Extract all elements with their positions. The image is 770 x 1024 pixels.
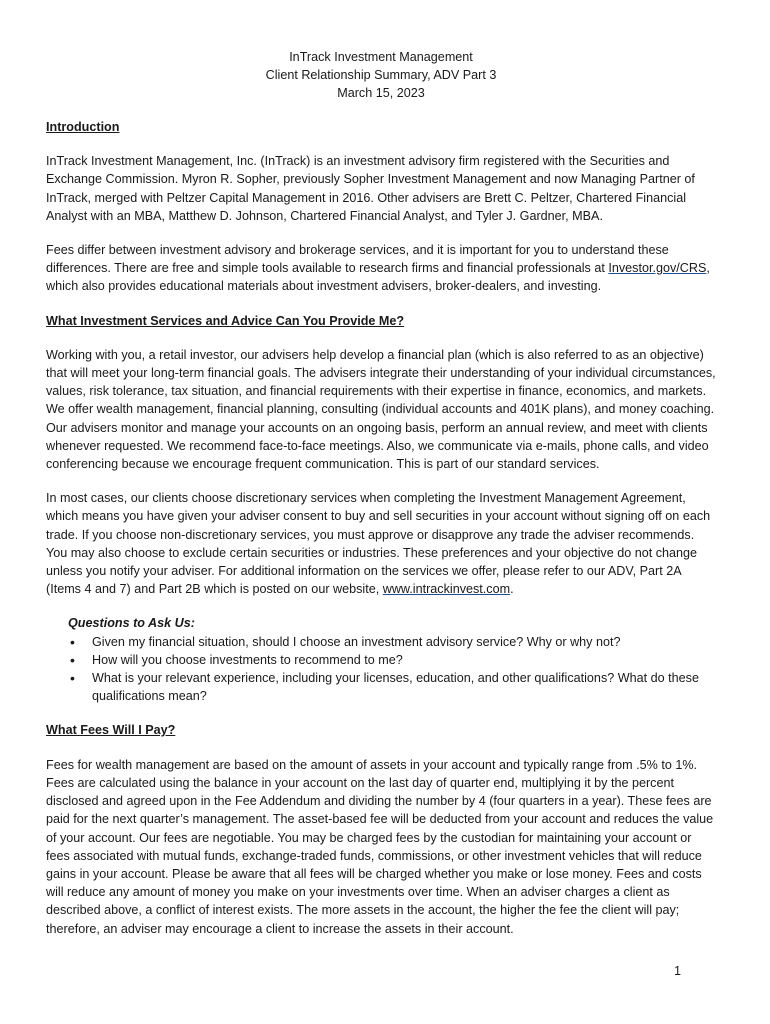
introduction-paragraph-2-text-a: Fees differ between investment advisory and brokerage services, and it is important for you to understand these differences. There are free and simple tools available to research firms and financial professionals at (46, 243, 669, 276)
document-page (46, 48, 716, 954)
page-number: 1 (674, 964, 682, 978)
questions-title: Questions to Ask Us: (68, 616, 195, 631)
services-paragraph-2-text-b: . (510, 582, 514, 597)
title-block (46, 48, 716, 102)
intrack-website-link[interactable]: www.intrackinvest.com (382, 582, 511, 597)
introduction-paragraph-1: InTrack Investment Management, Inc. (InTrack) is an investment advisory firm registered with the Securities and Exchange Commission. Myron R. Sopher, previously Sopher Investment Management and now Managing Partner of InTrack, merged with Peltzer Capital Management in 2016. Other advisers are Brett C. Peltzer, Chartered Financial Analyst with an MBA, Matthew D. Johnson, Chartered Financial Analyst, and Tyler J. Gardner, MBA. (46, 154, 695, 223)
introduction-paragraph-2-text-b: , which also provides educational materials about investment advisers, broker-dealers, and investing. (46, 261, 710, 294)
introduction-paragraph-2 (46, 241, 716, 296)
company-name: InTrack Investment Management (289, 50, 473, 64)
questions-box (68, 614, 716, 705)
services-paragraph-1: Working with you, a retail investor, our advisers help develop a financial plan (which is also referred to as an objective) that will meet your long-term financial goals. The advisers integrate their understanding of your individual circumstances, values, risk tolerance, tax situation, and financial requirements with their expertise in finance, economics, and markets. We offer wealth management, financial planning, consulting (individual accounts and 401K plans), and money coaching. Our advisers monitor and manage your accounts on an ongoing basis, perform an annual review, and meet with clients whenever requested. We recommend face-to-face meetings. Also, we communicate via e-mails, phone calls, and video conferencing because we encourage frequent communication. This is part of our standard services. (46, 347, 716, 472)
services-paragraph-2-text-a: In most cases, our clients choose discretionary services when completing the Investment Management Agreement, which means you have given your adviser consent to buy and sell securities in your account without signing off on each trade. If you choose non-discretionary services, you must approve or disapprove any trade the adviser recommends. You may also choose to exclude certain securities or industries. These preferences and your objective do not change unless you notify your adviser. For additional information on the services we offer, please refer to our ADV, Part 2A (Items 4 and 7) and Part 2B which is posted on our website, (46, 491, 711, 597)
services-heading: What Investment Services and Advice Can You Provide Me? (46, 313, 405, 328)
document-date: March 15, 2023 (337, 86, 425, 100)
investor-gov-link[interactable]: Investor.gov/CRS (608, 261, 707, 276)
question-item: • What is your relevant experience, including your licenses, education, and other qualifications? What do these qualifications mean? (92, 669, 716, 705)
introduction-heading: Introduction (46, 120, 120, 134)
questions-list (68, 633, 716, 706)
document-title: Client Relationship Summary, ADV Part 3 (265, 68, 497, 82)
question-item: • How will you choose investments to recommend to me? (92, 651, 716, 669)
fees-heading: What Fees Will I Pay? (46, 723, 176, 738)
fees-paragraph-1: Fees for wealth management are based on the amount of assets in your account and typically range from .5% to 1%. Fees are calculated using the balance in your account on the last day of quarter end, multiplying it by the percent disclosed and agreed upon in the Fee Addendum and dividing the number by 4 (four quarters in a year). These fees are paid for the next quarter’s management. The asset-based fee will be deducted from your account and reduces the value of your account. Our fees are negotiable. You may be charged fees by the custodian for maintaining your account or fees associated with mutual funds, exchange-traded funds, commissions, or other investment vehicles that will reduce gains in your account. Please be aware that all fees will be charged whether you make or lose money. Fees and costs will reduce any amount of money you make on your investments over time. When an adviser charges a client as described above, a conflict of interest exists. The more assets in the account, the higher the fee the client will pay; therefore, an adviser may encourage a client to increase the assets in their account. (46, 757, 714, 936)
question-item: • Given my financial situation, should I choose an investment advisory service? Why or why not? (92, 633, 716, 651)
services-paragraph-2 (46, 489, 716, 598)
